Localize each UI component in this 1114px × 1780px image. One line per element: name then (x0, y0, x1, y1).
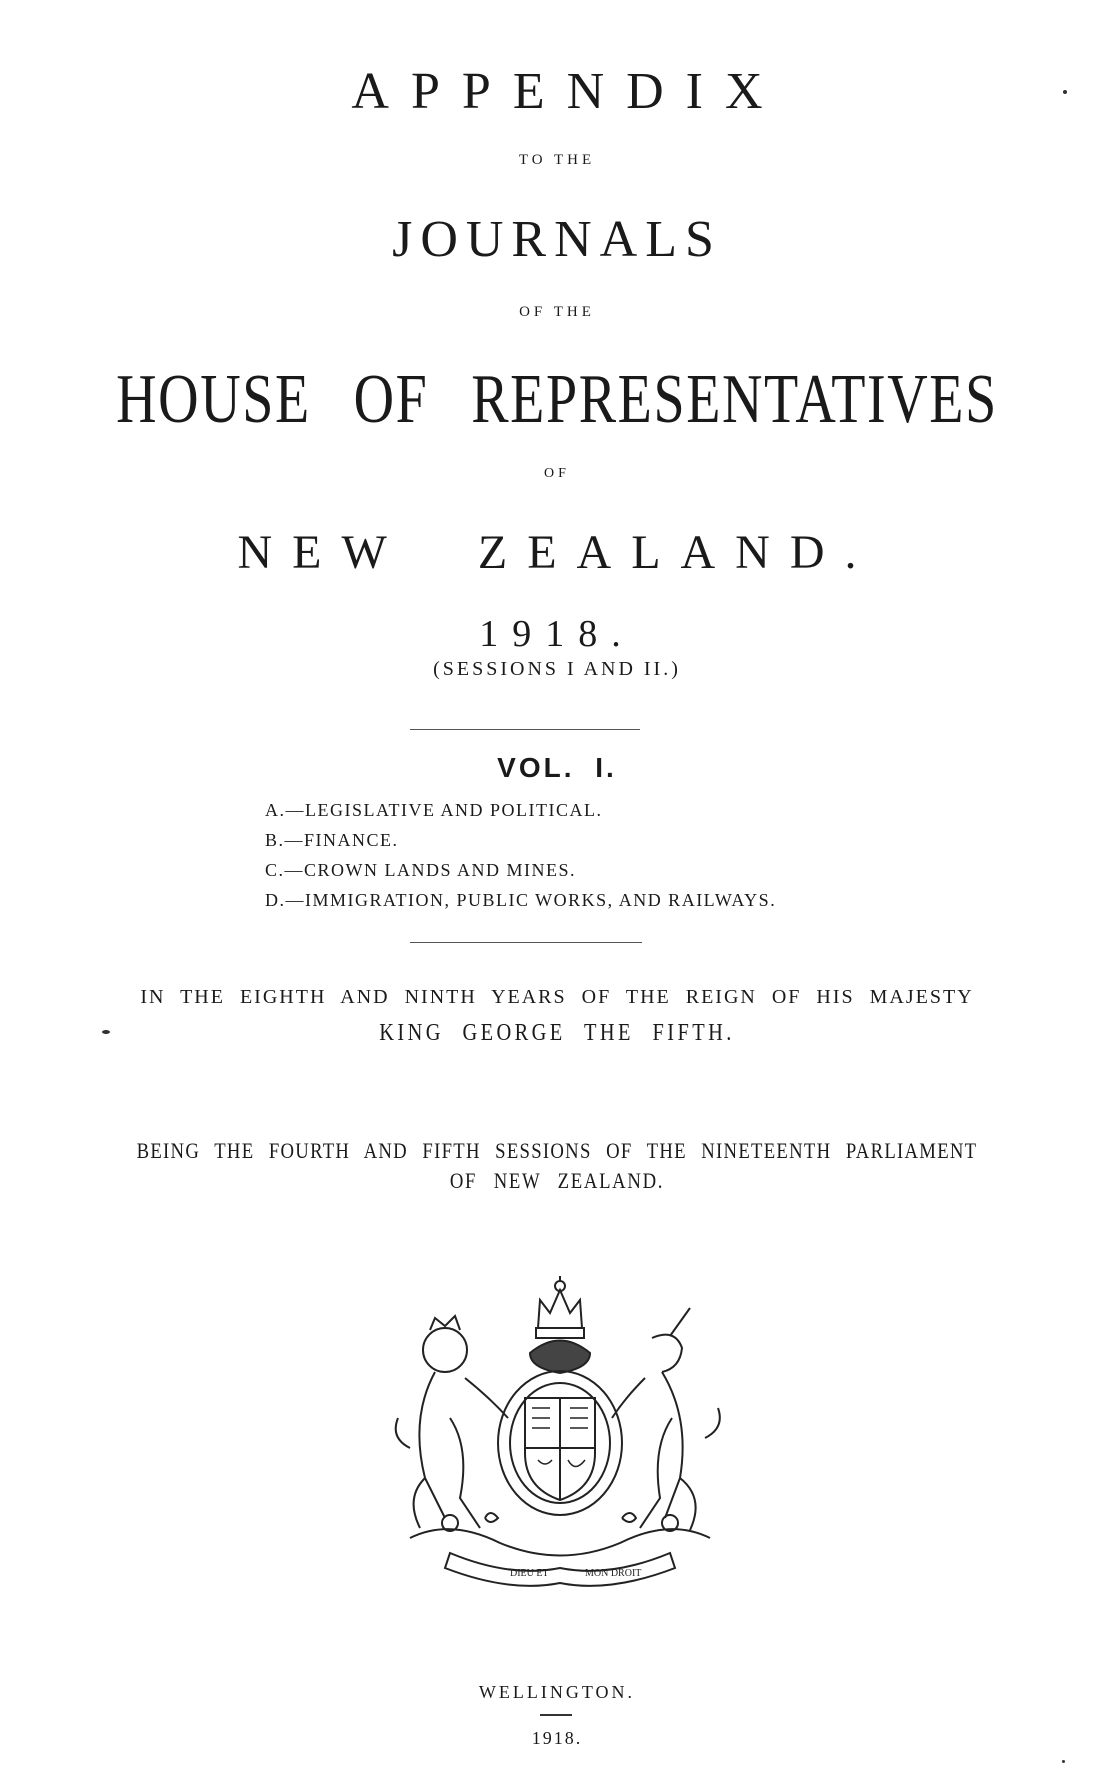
parliament-line-1: BEING THE FOURTH AND FIFTH SESSIONS OF THE NINETEENTH PARLIAMENT (136, 1138, 978, 1163)
contents-item: D.—IMMIGRATION, PUBLIC WORKS, AND RAILWAYS. (265, 890, 777, 910)
motto-right: MON DROIT (585, 1568, 642, 1579)
speck-mark (102, 1030, 110, 1034)
volume-label: VOL. I. (497, 752, 617, 783)
royal-coat-of-arms-icon (390, 1268, 730, 1598)
year-heading: 1918. (479, 613, 635, 655)
motto-left: DIEU ET (510, 1568, 549, 1579)
imprint-year: 1918. (531, 1728, 583, 1748)
divider-top (410, 729, 640, 730)
of-text: OF (544, 466, 570, 481)
parliament-line-2: OF NEW ZEALAND. (449, 1168, 665, 1193)
reign-line-1: IN THE EIGHTH AND NINTH YEARS OF THE REIGN OF HIS MAJESTY (140, 986, 974, 1008)
speck-mark (1062, 1760, 1065, 1763)
imprint-place: WELLINGTON. (478, 1682, 636, 1702)
contents-item: B.—FINANCE. (265, 830, 399, 850)
country-heading: NEW ZEALAND. (237, 526, 877, 579)
appendix-heading: APPENDIX (351, 63, 785, 120)
sessions-text: (SESSIONS I AND II.) (433, 658, 681, 680)
contents-item: A.—LEGISLATIVE AND POLITICAL. (265, 800, 603, 820)
speck-mark (1063, 90, 1067, 94)
of-the-text: OF THE (519, 304, 595, 320)
divider-bottom (410, 942, 642, 943)
imprint-dash (540, 1714, 572, 1716)
volume-contents (265, 795, 776, 915)
to-the-text: TO THE (518, 152, 596, 168)
journals-heading: JOURNALS (392, 211, 722, 268)
contents-item: C.—CROWN LANDS AND MINES. (265, 860, 577, 880)
reign-line-2: KING GEORGE THE FIFTH. (379, 1020, 735, 1046)
house-heading: HOUSE OF REPRESENTATIVES (116, 361, 998, 438)
